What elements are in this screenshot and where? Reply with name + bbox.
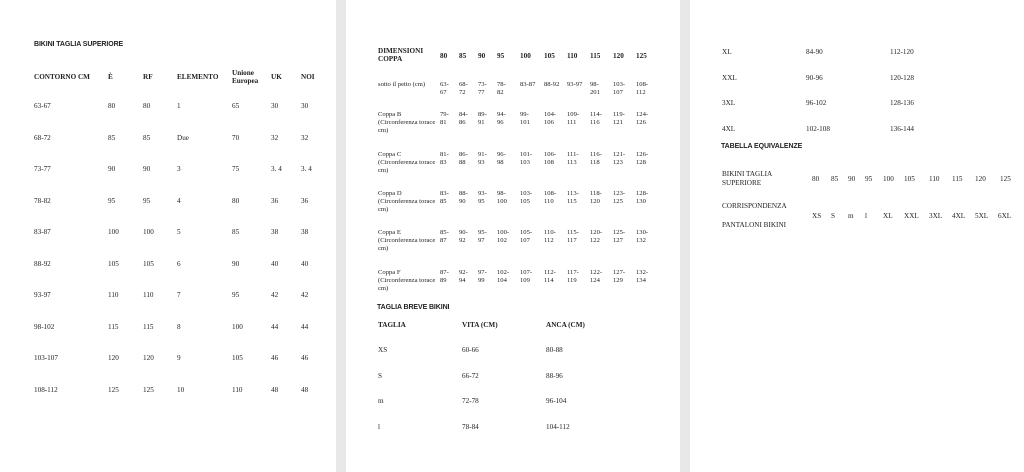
table-cell: 85-87 (440, 229, 449, 244)
table-cell: 78-82 (34, 196, 51, 205)
table-cell: 98-102 (34, 322, 55, 331)
table-cell: 108-112 (34, 385, 58, 394)
table-cell: 32 (271, 133, 279, 142)
table-cell: 95 (108, 196, 116, 205)
table-cell: 44 (301, 322, 309, 331)
table-cell: 107-109 (520, 269, 533, 284)
table-cell: 132-134 (636, 269, 649, 284)
table-cell: 106-108 (544, 151, 557, 166)
table-cell: Due (177, 133, 189, 142)
table-cell: 68-72 (34, 133, 51, 142)
table-cell: 38 (301, 228, 309, 236)
table-cell: 3. 4 (301, 165, 312, 173)
table-cell: XL (722, 48, 732, 56)
table-cell: 80-88 (546, 346, 563, 354)
table-cell: 97-99 (478, 269, 487, 284)
table-cell: 115 (108, 322, 119, 331)
table-cell: 119-121 (613, 111, 625, 126)
table-cell: 95 (143, 196, 151, 205)
table-cell: 32 (301, 133, 309, 142)
column-header: 105 (544, 52, 555, 60)
table-cell: 86-88 (459, 151, 468, 166)
column-header: Unione Europea (232, 69, 259, 85)
table-cell: 126-128 (636, 151, 649, 166)
table-cell: 121-123 (613, 151, 626, 166)
column-header: 110 (567, 52, 578, 60)
table-cell: 93-95 (478, 190, 487, 205)
table-cell: 99-101 (520, 111, 530, 126)
table-cell: 110 (143, 291, 154, 299)
page-3 (690, 0, 1024, 472)
table-cell: 100 (108, 228, 119, 236)
table-cell: 63-67 (440, 81, 449, 96)
table-cell: 5XL (975, 212, 989, 220)
table-cell: 120-128 (890, 73, 914, 82)
table-cell: 110 (232, 385, 243, 394)
table-cell: 42 (271, 291, 279, 299)
table-cell: 118-120 (590, 190, 602, 205)
column-header: TAGLIA (378, 321, 406, 329)
table-cell: 46 (271, 354, 279, 362)
table-cell: 6XL (998, 212, 1012, 220)
table-cell: 127-129 (613, 269, 626, 284)
row-label: Coppa E (Circonferenza torace cm) (378, 229, 436, 252)
table-cell: 112-114 (544, 269, 556, 284)
table-cell: 95 (865, 175, 873, 183)
table-cell: 91-93 (478, 151, 487, 166)
row-label: Coppa F (Circonferenza torace cm) (378, 269, 436, 292)
table-cell: 102-108 (806, 124, 830, 133)
column-header: 80 (440, 52, 448, 60)
table-cell: 100-102 (497, 229, 510, 244)
table-cell: XS (378, 346, 388, 354)
page-2 (346, 0, 680, 472)
table-cell: 136-144 (890, 124, 914, 133)
table-cell: 70 (232, 133, 240, 142)
column-header: 85 (459, 52, 467, 60)
table-cell: 60-66 (462, 346, 479, 354)
row-label: Coppa B (Circonferenza torace cm) (378, 111, 436, 134)
column-header: 95 (497, 52, 505, 60)
table-cell: 108-110 (544, 190, 557, 205)
table-cell: m (848, 212, 854, 220)
table-cell: 85 (108, 133, 116, 142)
table-cell: 92-94 (459, 269, 468, 284)
table-cell: 84-86 (459, 111, 468, 126)
table-cell: l (865, 212, 867, 220)
table-cell: 98-201 (590, 81, 600, 96)
table-cell: 48 (271, 385, 279, 394)
table-cell: 46 (301, 354, 309, 362)
table-cell: 100 (883, 175, 894, 183)
table-cell: XS (812, 212, 822, 220)
table-cell: 90 (232, 259, 240, 268)
table-cell: 66-72 (462, 371, 479, 380)
table-cell: 120 (108, 354, 119, 362)
row-label: CORRISPONDENZA (722, 202, 787, 210)
table-cell: 48 (301, 385, 309, 394)
table-cell: 44 (271, 322, 279, 331)
table-heading: BIKINI TAGLIA SUPERIORE (34, 41, 124, 48)
table-cell: 111-113 (567, 151, 579, 166)
table-cell: 73-77 (478, 81, 487, 96)
table-cell: 125-127 (613, 229, 626, 244)
table-cell: 105-107 (520, 229, 533, 244)
table-cell: 105 (904, 175, 915, 183)
table-cell: 3XL (929, 212, 943, 220)
table-cell: 115 (952, 175, 963, 183)
table-cell: 115 (143, 322, 154, 331)
table-cell: 3XL (722, 99, 736, 107)
table-cell: 123-125 (613, 190, 626, 205)
table-cell: 120 (975, 175, 986, 183)
table-cell: 104-112 (546, 422, 570, 431)
column-header: DIMENSIONI COPPA (378, 47, 424, 63)
column-header: 100 (520, 52, 531, 60)
table-cell: 80 (108, 102, 116, 110)
table-cell: 38 (271, 228, 279, 236)
table-cell: 93-97 (567, 81, 583, 88)
table-cell: 124-126 (636, 111, 649, 126)
table-cell: 40 (271, 259, 279, 268)
table-cell: 94-96 (497, 111, 506, 126)
table-cell: 85 (232, 228, 240, 236)
table-cell: 120-122 (590, 229, 603, 244)
table-cell: 80 (143, 102, 151, 110)
table-cell: 9 (177, 354, 181, 362)
table-cell: 79-81 (440, 111, 449, 126)
table-cell: 90 (143, 165, 151, 173)
table-cell: 81-83 (440, 151, 449, 166)
table-cell: S (378, 371, 382, 380)
table-cell: 104-106 (544, 111, 557, 126)
table-cell: 36 (271, 196, 279, 205)
table-cell: 75 (232, 165, 240, 173)
table-cell: 100 (143, 228, 154, 236)
table-cell: 110 (108, 291, 119, 299)
table-cell: 105 (108, 259, 119, 268)
table-cell: 90 (108, 165, 116, 173)
table-cell: 88-96 (546, 371, 563, 380)
table-cell: 7 (177, 291, 181, 299)
table-cell: 78-84 (462, 422, 479, 431)
table-cell: 30 (301, 102, 309, 110)
table-cell: 96-104 (546, 397, 567, 405)
table-cell: 98-100 (497, 190, 507, 205)
table-cell: 42 (301, 291, 309, 299)
table-cell: 93-97 (34, 291, 51, 299)
table-cell: 103-105 (520, 190, 533, 205)
table-cell: 100 (232, 322, 243, 331)
row-label: PANTALONI BIKINI (722, 221, 787, 229)
table-cell: 68-72 (459, 81, 468, 96)
table-cell: 101-103 (520, 151, 533, 166)
table-cell: 128-130 (636, 190, 649, 205)
table-cell: 4 (177, 196, 181, 205)
table-cell: 88-90 (459, 190, 468, 205)
table-cell: 96-102 (806, 99, 827, 107)
table-cell: 8 (177, 322, 181, 331)
table-cell: 122-124 (590, 269, 603, 284)
table-cell: 95 (232, 291, 240, 299)
table-cell: 10 (177, 385, 185, 394)
column-header: CONTORNO CM (34, 73, 90, 81)
table-heading: TAGLIA BREVE BIKINI (377, 304, 450, 311)
table-cell: 5 (177, 228, 181, 236)
column-header: VITA (CM) (462, 321, 498, 329)
table-cell: 1 (177, 102, 181, 110)
row-label: Coppa C (Circonferenza torace cm) (378, 151, 436, 174)
column-header: 115 (590, 52, 601, 60)
table-cell: 105 (232, 354, 243, 362)
table-cell: 128-136 (890, 99, 914, 107)
table-cell: 72-78 (462, 397, 479, 405)
table-heading: TABELLA EQUIVALENZE (721, 143, 803, 150)
table-cell: 80 (812, 175, 820, 183)
table-cell: S (831, 212, 835, 220)
table-cell: 90-92 (459, 229, 468, 244)
table-cell: 114-116 (590, 111, 602, 126)
table-cell: 63-67 (34, 102, 51, 110)
table-cell: 4XL (952, 212, 966, 220)
table-cell: 125 (1000, 175, 1011, 183)
table-cell: XXL (722, 73, 737, 82)
table-cell: 90-96 (806, 73, 823, 82)
table-cell: 117-119 (567, 269, 579, 284)
table-cell: 3. 4 (271, 165, 282, 173)
table-cell: 83-85 (440, 190, 449, 205)
table-cell: 73-77 (34, 165, 51, 173)
table-cell: 83-87 (520, 81, 536, 88)
table-cell: 105 (143, 259, 154, 268)
table-cell: 36 (301, 196, 309, 205)
column-header: 90 (478, 52, 486, 60)
table-cell: 4XL (722, 124, 736, 133)
table-cell: 40 (301, 259, 309, 268)
table-cell: XL (883, 212, 893, 220)
table-cell: 110-112 (544, 229, 556, 244)
table-cell: m (378, 397, 384, 405)
table-cell: 130-132 (636, 229, 649, 244)
table-cell: 103-107 (34, 354, 58, 362)
table-cell: 112-120 (890, 48, 914, 56)
table-cell: 30 (271, 102, 279, 110)
table-cell: 65 (232, 102, 240, 110)
table-cell: 96-98 (497, 151, 506, 166)
table-cell: 125 (143, 385, 154, 394)
table-cell: 125 (108, 385, 119, 394)
table-cell: 85 (831, 175, 839, 183)
table-cell: 6 (177, 259, 181, 268)
column-header: ELEMENTO (177, 73, 219, 81)
table-cell: 108-112 (636, 81, 649, 96)
table-cell: 116-118 (590, 151, 602, 166)
table-cell: 88-92 (34, 259, 51, 268)
table-cell: 102-104 (497, 269, 510, 284)
page-1 (0, 0, 336, 472)
table-cell: 113-115 (567, 190, 579, 205)
table-cell: l (378, 422, 380, 431)
table-cell: 103-107 (613, 81, 626, 96)
table-cell: 95-97 (478, 229, 487, 244)
column-header: ANCA (CM) (546, 321, 585, 329)
table-cell: 80 (232, 196, 240, 205)
row-label: BIKINI TAGLIA SUPERIORE (722, 170, 772, 187)
column-header: È (108, 73, 113, 81)
table-cell: 110 (929, 175, 940, 183)
table-cell: 109-111 (567, 111, 580, 126)
row-label: Coppa D (Circonferenza torace cm) (378, 190, 436, 213)
column-header: NOI (301, 73, 315, 81)
column-header: RF (143, 73, 153, 81)
table-cell: 85 (143, 133, 151, 142)
table-cell: 87-89 (440, 269, 449, 284)
table-cell: 83-87 (34, 228, 51, 236)
table-cell: XXL (904, 212, 919, 220)
table-cell: 120 (143, 354, 154, 362)
table-cell: 115-117 (567, 229, 579, 244)
row-label: sotto il petto (cm) (378, 81, 426, 88)
column-header: 125 (636, 52, 647, 60)
table-cell: 84-90 (806, 48, 823, 56)
table-cell: 3 (177, 165, 181, 173)
table-cell: 78-82 (497, 81, 506, 96)
column-header: 120 (613, 52, 624, 60)
table-cell: 90 (848, 175, 856, 183)
table-cell: 88-92 (544, 81, 560, 88)
table-cell: 89-91 (478, 111, 487, 126)
column-header: UK (271, 73, 282, 81)
